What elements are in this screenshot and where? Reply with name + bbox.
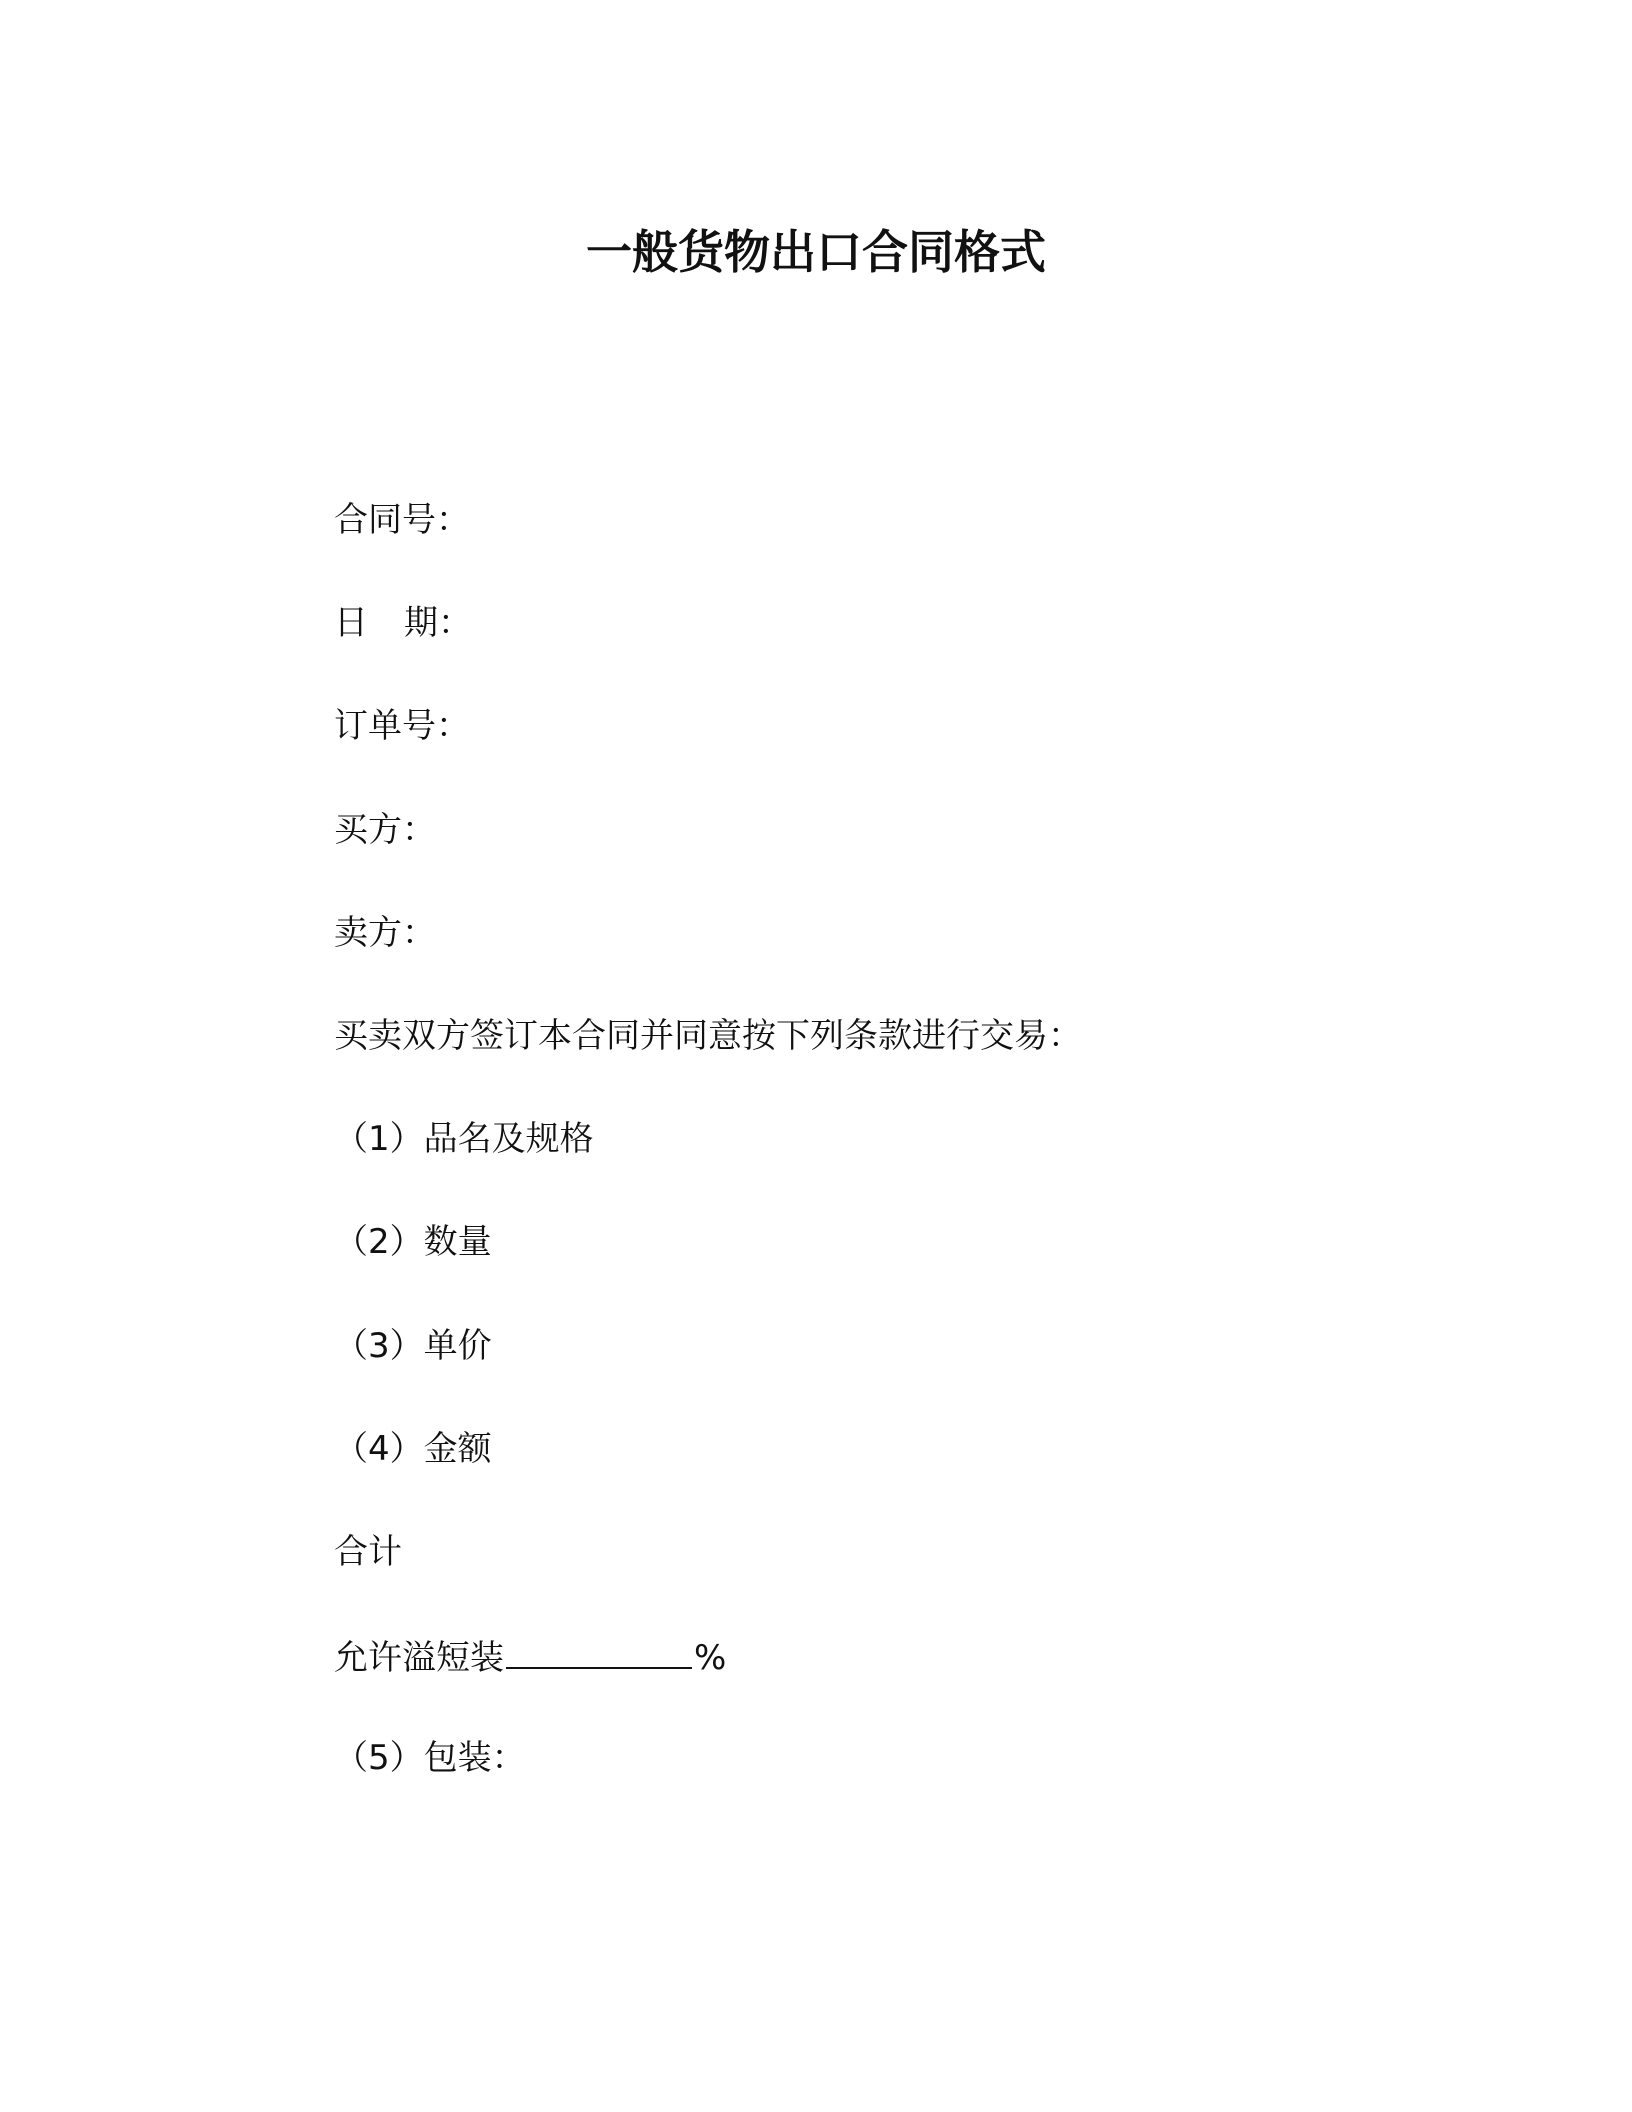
date-label [334,601,472,645]
agreement-intro: 买卖双方签订本合同并同意按下列条款进行交易： [334,1016,1082,1056]
tolerance-label: 允许溢短装 [334,1638,504,1678]
clause-amount: （4）金额 [334,1429,492,1469]
order-number-label: 订单号： [334,706,470,746]
buyer-label: 买方： [334,810,436,850]
seller-label: 卖方： [334,913,436,953]
document-title: 一般货物出口合同格式 [586,225,1046,279]
clause-quantity: （2）数量 [334,1222,492,1262]
tolerance-blank [506,1633,692,1669]
date-label-first-char: 日 [334,603,368,643]
clause-product-name: （1）品名及规格 [334,1119,594,1159]
contract-number-label: 合同号： [334,500,470,540]
tolerance-unit: % [694,1638,727,1678]
clause-unit-price: （3）单价 [334,1326,492,1366]
date-label-second-char: 期： [404,603,472,643]
total-label: 合计 [334,1532,402,1572]
clause-packing: （5）包装： [334,1738,526,1778]
tolerance-line [334,1633,726,1680]
